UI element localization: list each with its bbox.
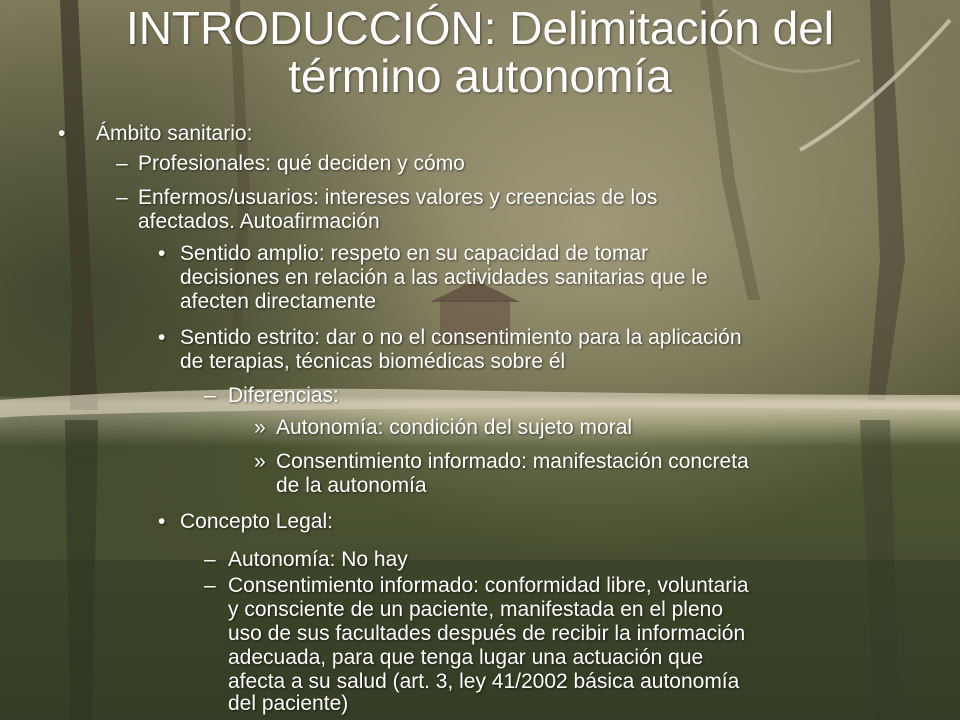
bullet-marker: • (158, 242, 166, 265)
item-consentimiento-line-2: de la autonomía (276, 474, 427, 497)
slide-title (40, 4, 920, 100)
dash-marker: – (204, 384, 216, 407)
chevron-marker: » (254, 416, 266, 439)
item-sentido-amplio-line-1: Sentido amplio: respeto en su capacidad de tomar (180, 242, 649, 265)
item-ci-line-5: afecta a su salud (art. 3, ley 41/2002 básica autonomía (228, 670, 740, 693)
item-autonomia-no-hay: Autonomía: No hay (228, 548, 408, 571)
item-ci-line-2: y consciente de un paciente, manifestada en el pleno (228, 598, 724, 621)
item-ci-line-3: uso de sus facultades después de recibir la información (228, 622, 746, 645)
item-ci-line-1: Consentimiento informado: conformidad libre, voluntaria (228, 574, 749, 597)
item-ci-line-4: adecuada, para que tenga lugar una actuación que (228, 646, 704, 669)
item-sentido-amplio-line-2: decisiones en relación a las actividades sanitarias que le (180, 266, 708, 289)
item-diferencias: Diferencias: (228, 384, 339, 407)
dash-marker: – (116, 186, 128, 209)
item-sentido-amplio-line-3: afecten directamente (180, 290, 377, 313)
bullet-ambito-sanitario: Ámbito sanitario: (96, 122, 253, 145)
chevron-marker: » (254, 450, 266, 473)
bullet-marker: • (58, 122, 66, 145)
item-sentido-estrito-line-2: de terapias, técnicas biomédicas sobre él (180, 350, 566, 373)
item-concepto-legal: Concepto Legal: (180, 510, 333, 533)
item-autonomia-condicion: Autonomía: condición del sujeto moral (276, 416, 633, 439)
title-line-2: término autonomía (288, 50, 672, 102)
bullet-marker: • (158, 326, 166, 349)
item-consentimiento-line-1: Consentimiento informado: manifestación concreta (276, 450, 749, 473)
dash-marker: – (204, 548, 216, 571)
dash-marker: – (204, 574, 216, 597)
title-line-1: INTRODUCCIÓN: Delimitación del (125, 2, 834, 54)
dash-marker: – (116, 152, 128, 175)
item-profesionales: Profesionales: qué deciden y cómo (138, 152, 465, 175)
bullet-marker: • (158, 510, 166, 533)
item-ci-line-6: del paciente) (228, 692, 349, 715)
item-enfermos-line-2: afectados. Autoafirmación (138, 210, 380, 233)
item-enfermos-line-1: Enfermos/usuarios: intereses valores y creencias de los (138, 186, 658, 209)
item-sentido-estrito-line-1: Sentido estrito: dar o no el consentimiento para la aplicación (180, 326, 742, 349)
